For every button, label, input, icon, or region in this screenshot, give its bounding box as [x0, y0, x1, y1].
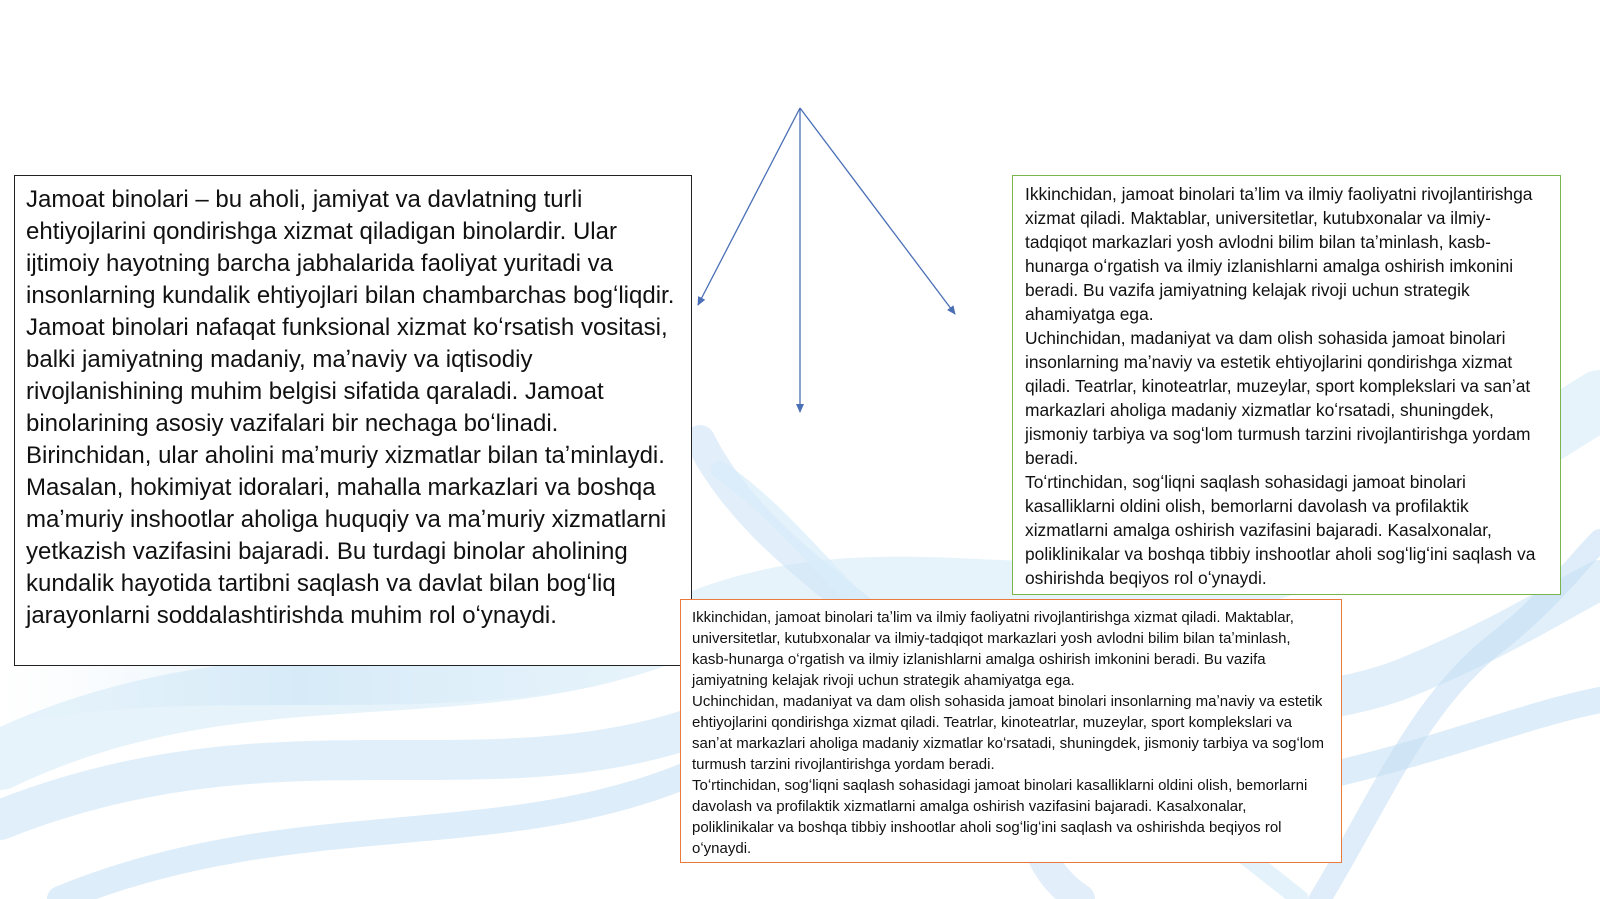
bottom-paragraph-1: Ikkinchidan, jamoat binolari taʼlim va ilmiy faoliyatni rivojlantirishga xizmat qiladi. Maktablar, universitetlar, kutubxonalar va ilmiy-tadqiqot markazlari yosh avlodni bilim bilan taʼminlash, kasb-hunarga oʻrgatish va ilmiy izlanishlarni amalga oshirish imkonini beradi. Bu vazifa jamiyatning kelajak rivoji uchun strategik ahamiyatga ega.	[692, 609, 1294, 689]
bottom-text-box	[680, 599, 1342, 863]
right-paragraph-1: Ikkinchidan, jamoat binolari taʼlim va ilmiy faoliyatni rivojlantirishga xizmat qiladi. Maktablar, universitetlar, kutubxonalar va ilmiy-tadqiqot markazlari yosh avlodni bilim bilan taʼminlash, kasb-hunarga oʻrgatish va ilmiy izlanishlarni amalga oshirish imkonini beradi. Bu vazifa jamiyatning kelajak rivoji uchun strategik ahamiyatga ega.	[1025, 184, 1533, 324]
main-paragraph: Jamoat binolari – bu aholi, jamiyat va davlatning turli ehtiyojlarini qondirishga xizmat qiladigan binolardir. Ular ijtimoiy hayotning barcha jabhalarida faoliyat yuritadi va insonlarning kundalik ehtiyojlari bilan chambarchas bogʻliqdir. Jamoat binolari nafaqat funksional xizmat koʻrsatish vositasi, balki jamiyatning madaniy, maʼnaviy va iqtisodiy rivojlanishining muhim belgisi sifatida qaraladi. Jamoat binolarining asosiy vazifalari bir nechaga boʻlinadi. Birinchidan, ular aholini maʼmuriy xizmatlar bilan taʼminlaydi. Masalan, hokimiyat idoralari, mahalla markazlari va boshqa maʼmuriy inshootlar aholiga huquqiy va maʼmuriy xizmatlarni yetkazish vazifasini bajaradi. Bu turdagi binolar aholining kundalik hayotida tartibni saqlash va davlat bilan bogʻliq jarayonlarni soddalashtirishda muhim rol oʻynaydi.	[26, 186, 675, 629]
right-paragraph-2: Uchinchidan, madaniyat va dam olish sohasida jamoat binolari insonlarning maʼnaviy va estetik ehtiyojlarini qondirishga xizmat qiladi. Teatrlar, kinoteatrlar, muzeylar, sport komplekslari va sanʼat markazlari aholiga madaniy xizmatlar koʻrsatadi, shuningdek, jismoniy tarbiya va sogʻlom turmush tarzini rivojlantirishga yordam beradi.	[1025, 328, 1531, 468]
main-text-box	[14, 175, 692, 666]
right-paragraph-3: Toʻrtinchidan, sogʻliqni saqlash sohasidagi jamoat binolari kasalliklarni oldini olish, bemorlarni davolash va profilaktik xizmatlarni amalga oshirish vazifasini bajaradi. Kasalxonalar, poliklinikalar va boshqa tibbiy inshootlar aholi sogʻligʻini saqlash va oshirishda beqiyos rol oʻynaydi.	[1025, 472, 1536, 588]
bottom-paragraph-3: Toʻrtinchidan, sogʻliqni saqlash sohasidagi jamoat binolari kasalliklarni oldini olish, bemorlarni davolash va profilaktik xizmatlarni amalga oshirish vazifasini bajaradi. Kasalxonalar, poliklinikalar va boshqa tibbiy inshootlar aholi sogʻligʻini saqlash va oshirishda beqiyos rol oʻynaydi.	[692, 777, 1308, 857]
right-text-box	[1012, 175, 1561, 595]
bottom-paragraph-2: Uchinchidan, madaniyat va dam olish sohasida jamoat binolari insonlarning maʼnaviy va estetik ehtiyojlarini qondirishga xizmat qiladi. Teatrlar, kinoteatrlar, muzeylar, sport komplekslari va sanʼat markazlari aholiga madaniy xizmatlar koʻrsatadi, shuningdek, jismoniy tarbiya va sogʻlom turmush tarzini rivojlantirishga yordam beradi.	[692, 693, 1324, 773]
